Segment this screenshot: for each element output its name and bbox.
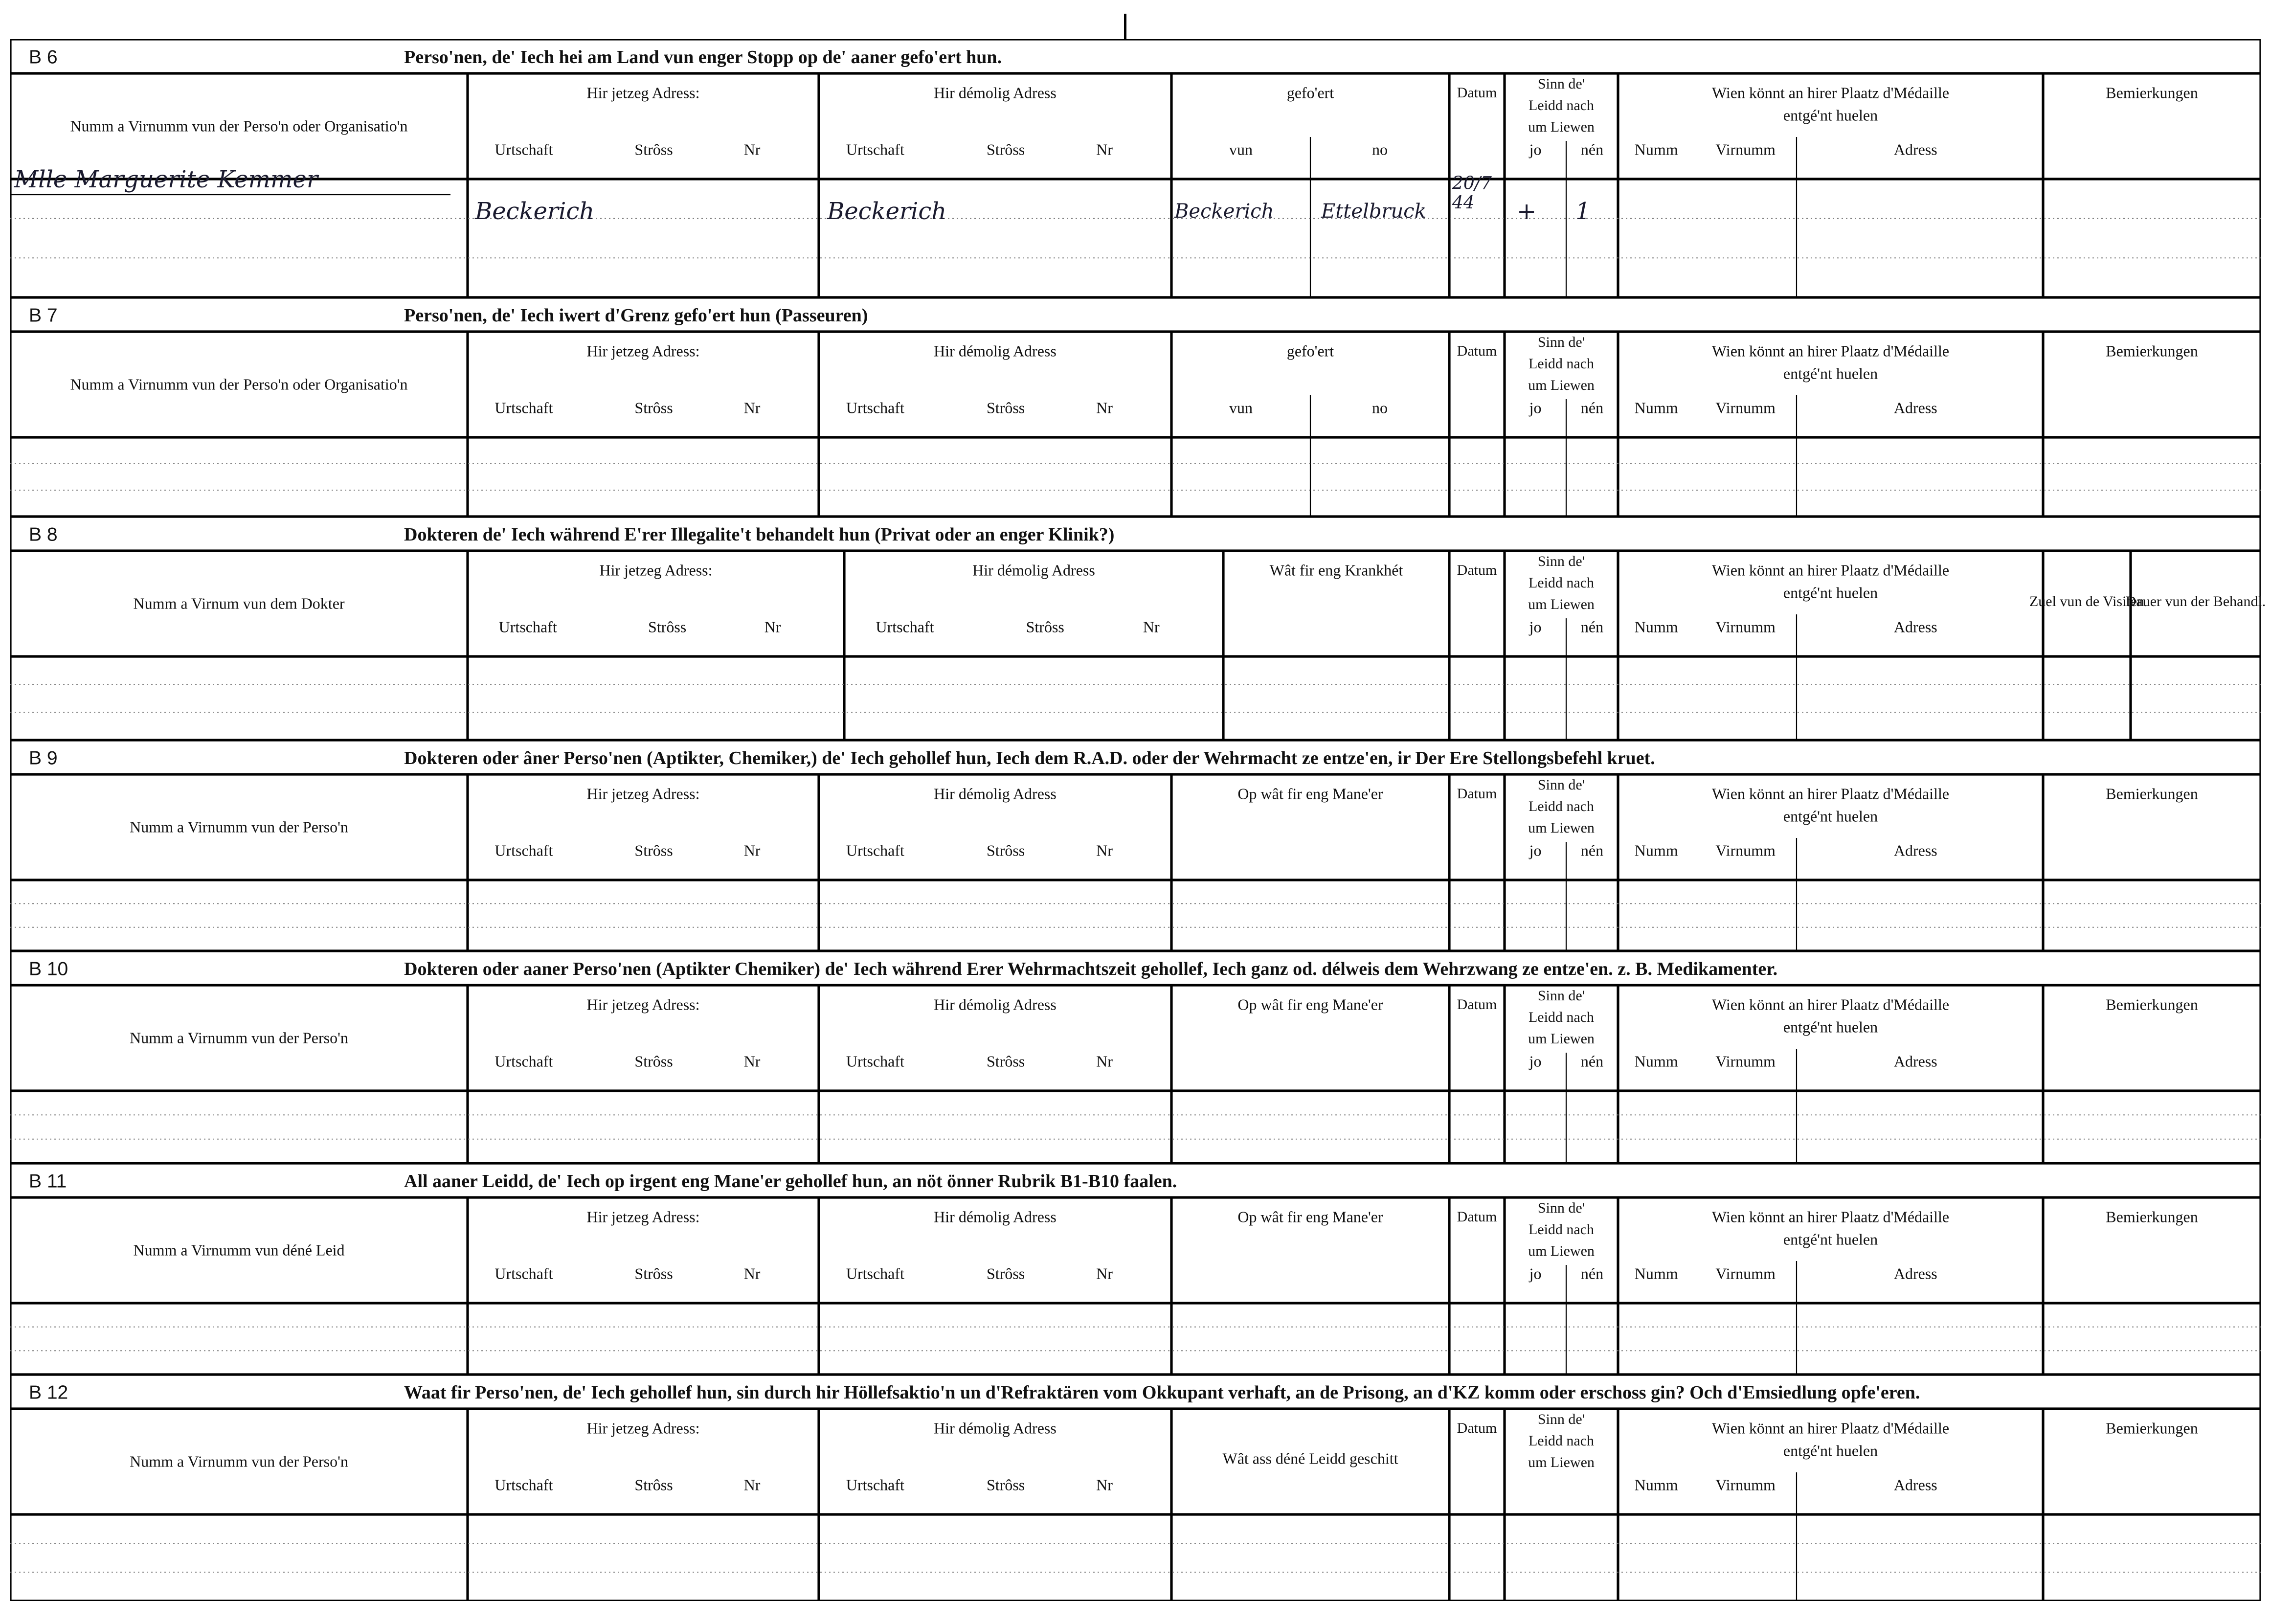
medal-name-label: Numm xyxy=(1634,1264,1678,1283)
section-title: All aaner Leidd, de' Iech op irgent eng Mane'er gehollef hun, an nöt önner Rubrik B1-B10 faalen. xyxy=(404,1171,1177,1192)
medal-address-label: Adress xyxy=(1893,1476,1937,1494)
date-header: Datum xyxy=(1457,1420,1497,1436)
address-then-header: Hir démolig Adress xyxy=(934,995,1057,1014)
to-label: no xyxy=(1372,399,1388,417)
remarks-header: Bemierkungen xyxy=(2106,342,2198,360)
alive-header: Sinn de' xyxy=(1537,1411,1585,1427)
date-header: Datum xyxy=(1457,785,1497,802)
remarks-header: Bemierkungen xyxy=(2106,785,2198,803)
address-now-header: Hir jetzeg Adress: xyxy=(599,561,713,579)
number-label: Nr xyxy=(1096,841,1113,859)
yes-label: jo xyxy=(1529,399,1542,417)
street-label: Strôss xyxy=(634,1052,673,1070)
address-now-header: Hir jetzeg Adress: xyxy=(586,785,700,803)
yes-label: jo xyxy=(1529,140,1542,158)
address-now-header: Hir jetzeg Adress: xyxy=(586,1419,700,1437)
medal-header: Wien könnt an hirer Plaatz d'Médaille xyxy=(1711,1208,1950,1226)
column4-header: Op wât fir eng Mane'er xyxy=(1237,995,1383,1014)
medal-address-label: Adress xyxy=(1893,1264,1937,1283)
address-then-header: Hir démolig Adress xyxy=(934,1208,1057,1226)
street-label: Strôss xyxy=(1026,618,1064,636)
medal-firstname-label: Virnumm xyxy=(1715,841,1776,859)
number-label: Nr xyxy=(1096,1264,1113,1283)
number-label: Nr xyxy=(743,841,761,859)
remarks-header: Bemierkungen xyxy=(2106,995,2198,1014)
medal-name-label: Numm xyxy=(1634,1052,1678,1070)
column4-header: Op wât fir eng Mane'er xyxy=(1237,785,1383,803)
name-header: Numm a Virnumm vun der Perso'n xyxy=(130,818,348,836)
number-label: Nr xyxy=(1143,618,1160,636)
transported-header: gefo'ert xyxy=(1286,84,1334,102)
date-header: Datum xyxy=(1457,562,1497,578)
transported-header: gefo'ert xyxy=(1286,342,1334,360)
medal-header: Wien könnt an hirer Plaatz d'Médaille xyxy=(1711,342,1950,360)
medal-name-label: Numm xyxy=(1634,841,1678,859)
town-label: Urtschaft xyxy=(876,618,934,636)
town-label: Urtschaft xyxy=(495,140,553,158)
medal-firstname-label: Virnumm xyxy=(1715,140,1776,158)
handwritten-name: Mlle Marguerite Kemmer xyxy=(14,166,318,193)
alive-header: um Liewen xyxy=(1528,596,1595,612)
alive-header: Leidd nach xyxy=(1528,798,1595,814)
medal-header: entgé'nt huelen xyxy=(1783,584,1878,602)
top-edge-mark xyxy=(1124,14,1126,39)
column4-header: Op wât fir eng Mane'er xyxy=(1237,1208,1383,1226)
section-code: B 11 xyxy=(29,1171,67,1192)
town-label: Urtschaft xyxy=(495,1476,553,1494)
yes-label: jo xyxy=(1529,1264,1542,1283)
section-title: Dokteren oder aaner Perso'nen (Aptikter Chemiker) de' Iech während Erer Wehrmachtszeit gehollef, Iech ganz od. délweis dem Wehrzwang ze entze'en. z. B. Medikamenter. xyxy=(404,959,1778,980)
medal-header: Wien könnt an hirer Plaatz d'Médaille xyxy=(1711,785,1950,803)
handwritten-to: Ettelbruck xyxy=(1321,200,1426,223)
medal-header: entgé'nt huelen xyxy=(1783,807,1878,825)
medal-address-label: Adress xyxy=(1893,841,1937,859)
town-label: Urtschaft xyxy=(846,399,904,417)
town-label: Urtschaft xyxy=(498,618,557,636)
section-code: B 8 xyxy=(29,524,58,545)
from-label: vun xyxy=(1229,399,1253,417)
date-header: Datum xyxy=(1457,1208,1497,1225)
town-label: Urtschaft xyxy=(846,1264,904,1283)
medal-name-label: Numm xyxy=(1634,399,1678,417)
town-label: Urtschaft xyxy=(495,399,553,417)
handwritten-address-now: Beckerich xyxy=(475,198,595,225)
handwritten-date: 20/7 44 xyxy=(1452,173,1492,213)
alive-header: um Liewen xyxy=(1528,1242,1595,1259)
street-label: Strôss xyxy=(987,1264,1025,1283)
town-label: Urtschaft xyxy=(846,841,904,859)
medal-firstname-label: Virnumm xyxy=(1715,399,1776,417)
number-label: Nr xyxy=(1096,140,1113,158)
town-label: Urtschaft xyxy=(846,140,904,158)
duration-header: Dauer vun der Behandl. xyxy=(2125,593,2266,609)
handwritten-dead-mark: 1 xyxy=(1575,198,1591,225)
no-label: nén xyxy=(1580,618,1604,636)
number-label: Nr xyxy=(1096,1052,1113,1070)
name-header: Numm a Virnum vun dem Dokter xyxy=(133,594,345,612)
section-code: B 12 xyxy=(29,1382,68,1403)
number-label: Nr xyxy=(764,618,781,636)
address-then-header: Hir démolig Adress xyxy=(934,1419,1057,1437)
alive-header: Sinn de' xyxy=(1537,987,1585,1004)
section-title: Dokteren oder âner Perso'nen (Aptikter, Chemiker,) de' Iech gehollef hun, Iech dem R.A.D. oder der Wehrmacht ze entze'en, ir Der Ere Stellongsbefehl kruet. xyxy=(404,748,1655,769)
street-label: Strôss xyxy=(987,841,1025,859)
address-now-header: Hir jetzeg Adress: xyxy=(586,84,700,102)
alive-header: Leidd nach xyxy=(1528,355,1595,372)
name-header: Numm a Virnumm vun der Perso'n oder Organisatio'n xyxy=(70,117,408,135)
medal-address-label: Adress xyxy=(1893,399,1937,417)
medal-header: entgé'nt huelen xyxy=(1783,1018,1878,1036)
medal-firstname-label: Virnumm xyxy=(1715,1052,1776,1070)
to-label: no xyxy=(1372,140,1388,158)
no-label: nén xyxy=(1580,1264,1604,1283)
number-label: Nr xyxy=(743,1264,761,1283)
column4-header: Wât fir eng Krankhét xyxy=(1269,561,1403,579)
alive-header: um Liewen xyxy=(1528,819,1595,836)
town-label: Urtschaft xyxy=(495,1052,553,1070)
handwritten-from: Beckerich xyxy=(1174,200,1274,223)
address-now-header: Hir jetzeg Adress: xyxy=(586,1208,700,1226)
section-title: Perso'nen, de' Iech hei am Land vun enger Stopp op de' aaner gefo'ert hun. xyxy=(404,47,1002,68)
street-label: Strôss xyxy=(648,618,687,636)
town-label: Urtschaft xyxy=(495,841,553,859)
medal-address-label: Adress xyxy=(1893,618,1937,636)
section-title: Waat fir Perso'nen, de' Iech gehollef hun, sin durch hir Höllefsaktio'n un d'Refraktären vom Okkupant verhaft, an de Prisong, an d'KZ komm oder erschoss gin? Och d'Emsiedlung opfe'eren. xyxy=(404,1382,1920,1403)
alive-header: um Liewen xyxy=(1528,1030,1595,1047)
what-happened-header: Wât ass déné Leidd geschitt xyxy=(1222,1449,1398,1467)
section-code: B 7 xyxy=(29,305,58,326)
medal-header: Wien könnt an hirer Plaatz d'Médaille xyxy=(1711,561,1950,579)
alive-header: Leidd nach xyxy=(1528,1221,1595,1238)
medal-header: entgé'nt huelen xyxy=(1783,106,1878,124)
medal-firstname-label: Virnumm xyxy=(1715,1264,1776,1283)
medal-name-label: Numm xyxy=(1634,1476,1678,1494)
date-header: Datum xyxy=(1457,84,1497,101)
street-label: Strôss xyxy=(634,1264,673,1283)
no-label: nén xyxy=(1580,399,1604,417)
town-label: Urtschaft xyxy=(846,1052,904,1070)
number-label: Nr xyxy=(743,1052,761,1070)
medal-firstname-label: Virnumm xyxy=(1715,618,1776,636)
street-label: Strôss xyxy=(634,1476,673,1494)
number-label: Nr xyxy=(1096,1476,1113,1494)
alive-header: Sinn de' xyxy=(1537,334,1585,350)
address-now-header: Hir jetzeg Adress: xyxy=(586,342,700,360)
medal-header: Wien könnt an hirer Plaatz d'Médaille xyxy=(1711,1419,1950,1437)
address-then-header: Hir démolig Adress xyxy=(972,561,1095,579)
alive-header: Sinn de' xyxy=(1537,75,1585,92)
number-label: Nr xyxy=(743,399,761,417)
from-label: vun xyxy=(1229,140,1253,158)
address-now-header: Hir jetzeg Adress: xyxy=(586,995,700,1014)
number-label: Nr xyxy=(743,140,761,158)
medal-header: Wien könnt an hirer Plaatz d'Médaille xyxy=(1711,995,1950,1014)
yes-label: jo xyxy=(1529,618,1542,636)
name-header: Numm a Virnumm vun der Perso'n xyxy=(130,1452,348,1470)
medal-name-label: Numm xyxy=(1634,140,1678,158)
street-label: Strôss xyxy=(634,399,673,417)
street-label: Strôss xyxy=(987,1476,1025,1494)
town-label: Urtschaft xyxy=(846,1476,904,1494)
remarks-header: Bemierkungen xyxy=(2106,1208,2198,1226)
alive-header: Leidd nach xyxy=(1528,1009,1595,1025)
alive-header: Sinn de' xyxy=(1537,776,1585,793)
medal-header: entgé'nt huelen xyxy=(1783,1230,1878,1248)
alive-header: um Liewen xyxy=(1528,1454,1595,1470)
alive-header: um Liewen xyxy=(1528,377,1595,393)
section-title: Perso'nen, de' Iech iwert d'Grenz gefo'ert hun (Passeuren) xyxy=(404,305,868,326)
no-label: nén xyxy=(1580,1052,1604,1070)
number-label: Nr xyxy=(1096,399,1113,417)
yes-label: jo xyxy=(1529,841,1542,859)
town-label: Urtschaft xyxy=(495,1264,553,1283)
name-header: Numm a Virnumm vun der Perso'n xyxy=(130,1029,348,1047)
alive-header: Leidd nach xyxy=(1528,574,1595,591)
name-header: Numm a Virnumm vun déné Leid xyxy=(133,1241,345,1259)
number-label: Nr xyxy=(743,1476,761,1494)
street-label: Strôss xyxy=(987,140,1025,158)
medal-address-label: Adress xyxy=(1893,140,1937,158)
medal-header: Wien könnt an hirer Plaatz d'Médaille xyxy=(1711,84,1950,102)
remarks-header: Bemierkungen xyxy=(2106,1419,2198,1437)
street-label: Strôss xyxy=(634,841,673,859)
date-header: Datum xyxy=(1457,996,1497,1013)
no-label: nén xyxy=(1580,140,1604,158)
alive-header: um Liewen xyxy=(1528,118,1595,135)
street-label: Strôss xyxy=(987,1052,1025,1070)
yes-label: jo xyxy=(1529,1052,1542,1070)
medal-header: entgé'nt huelen xyxy=(1783,1442,1878,1460)
address-then-header: Hir démolig Adress xyxy=(934,785,1057,803)
visits-header: Zuel vun de Visiten xyxy=(2029,593,2145,609)
alive-header: Leidd nach xyxy=(1528,97,1595,113)
section-code: B 9 xyxy=(29,747,58,769)
name-header: Numm a Virnumm vun der Perso'n oder Organisatio'n xyxy=(70,375,408,393)
medal-header: entgé'nt huelen xyxy=(1783,364,1878,383)
address-then-header: Hir démolig Adress xyxy=(934,84,1057,102)
handwritten-alive-mark: + xyxy=(1517,198,1537,225)
alive-header: Sinn de' xyxy=(1537,553,1585,569)
handwritten-address-then: Beckerich xyxy=(827,198,947,225)
date-header: Datum xyxy=(1457,342,1497,359)
alive-header: Sinn de' xyxy=(1537,1199,1585,1216)
form-sheet xyxy=(10,39,2266,1601)
street-label: Strôss xyxy=(987,399,1025,417)
medal-firstname-label: Virnumm xyxy=(1715,1476,1776,1494)
section-code: B 6 xyxy=(29,46,58,68)
no-label: nén xyxy=(1580,841,1604,859)
medal-address-label: Adress xyxy=(1893,1052,1937,1070)
section-code: B 10 xyxy=(29,958,68,980)
address-then-header: Hir démolig Adress xyxy=(934,342,1057,360)
alive-header: Leidd nach xyxy=(1528,1432,1595,1449)
street-label: Strôss xyxy=(634,140,673,158)
medal-name-label: Numm xyxy=(1634,618,1678,636)
section-title: Dokteren de' Iech während E'rer Illegalite't behandelt hun (Privat oder an enger Klinik?) xyxy=(404,524,1115,545)
remarks-header: Bemierkungen xyxy=(2106,84,2198,102)
